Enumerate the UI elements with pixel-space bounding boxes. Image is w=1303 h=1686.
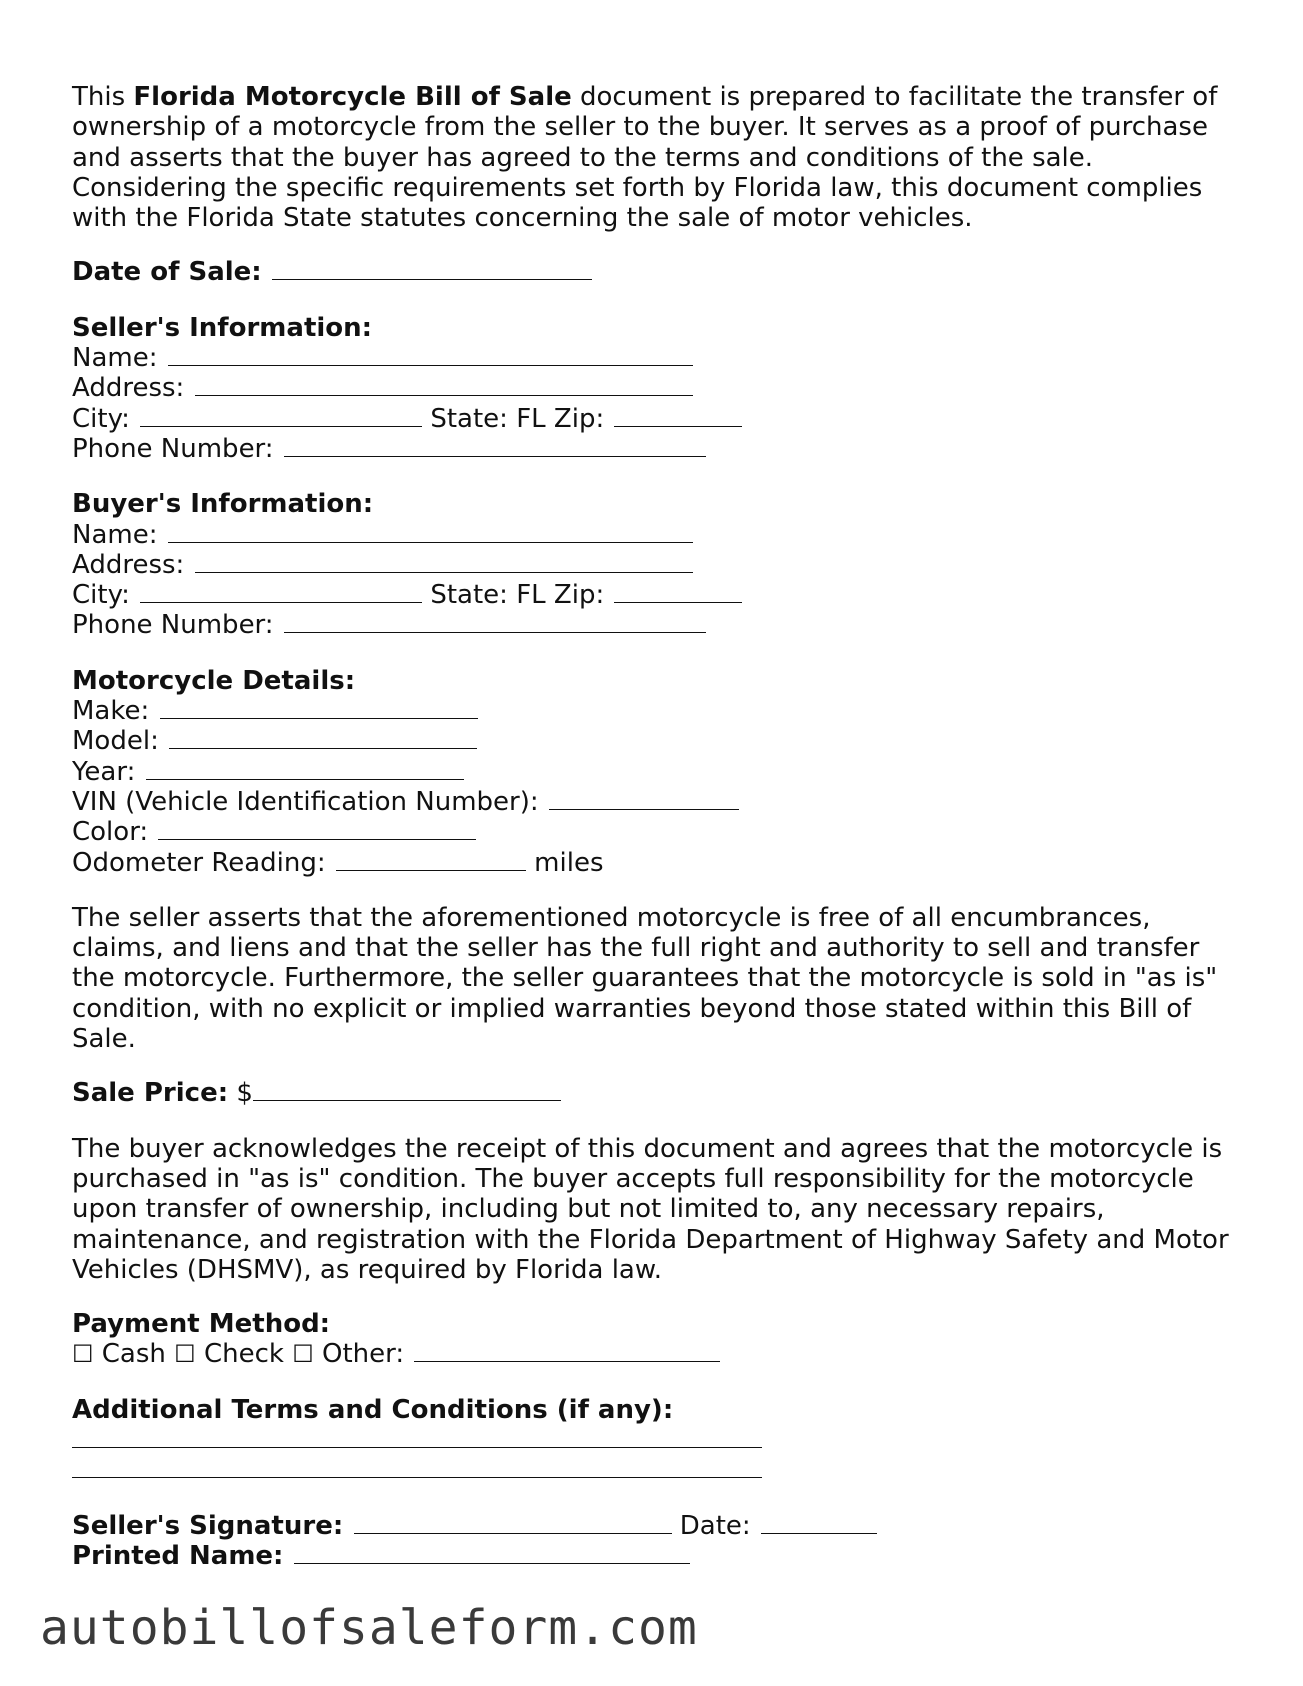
buyer-city-label: City:: [72, 580, 130, 611]
buyer-zip-field[interactable]: [614, 580, 742, 603]
color-label: Color:: [72, 817, 149, 848]
buyer-address-field[interactable]: [195, 550, 693, 573]
seller-heading: Seller's Information:: [72, 312, 373, 343]
buyer-city-field[interactable]: [140, 580, 422, 603]
signature-section: [72, 1511, 1242, 1572]
additional-terms-line-1[interactable]: [72, 1425, 762, 1448]
seller-assertion-paragraph: [72, 903, 1242, 1054]
make-field[interactable]: [160, 696, 478, 719]
payment-section: [72, 1309, 1242, 1370]
additional-terms-section: [72, 1395, 1242, 1486]
bill-of-sale-form: [72, 82, 1242, 1571]
buyer-acknowledgement-text: The buyer acknowledges the receipt of this document and agrees that the motorcycle is purchased in "as is" condition. The buyer accepts full responsibility for the motorcycle upon transfer of ownership, including but not limited to, any necessary repairs, maintenance, and registration with the Florida Department of Highway Safety and Motor Vehicles (DHSMV), as required by Florida law.: [72, 1133, 1229, 1285]
buyer-phone-label: Phone Number:: [72, 610, 274, 641]
buyer-acknowledgement-paragraph: [72, 1134, 1242, 1285]
document-title: Florida Motorcycle Bill of Sale: [133, 82, 572, 112]
seller-assertion-text: The seller asserts that the aforementioned motorcycle is free of all encumbrances, claims, and liens and that the seller has the full right and authority to sell and transfer the motorcycle. Furthermore, the seller guarantees that the motorcycle is sold in "as is" condition, with no explicit or implied warranties beyond those stated within this Bill of Sale.: [72, 902, 1218, 1055]
sale-price-field[interactable]: [253, 1078, 561, 1101]
signature-date-label: Date:: [679, 1510, 751, 1541]
vin-label: VIN (Vehicle Identification Number):: [72, 786, 539, 817]
model-field[interactable]: [169, 726, 477, 749]
seller-name-field[interactable]: [168, 343, 693, 366]
signature-date-field[interactable]: [761, 1511, 877, 1534]
date-of-sale-label: Date of Sale:: [72, 257, 262, 288]
printed-name-field[interactable]: [294, 1541, 690, 1564]
intro-paragraph: [72, 82, 1242, 233]
buyer-name-label: Name:: [72, 519, 158, 550]
motorcycle-heading: Motorcycle Details:: [72, 665, 356, 696]
buyer-state-zip-label: State: FL Zip:: [430, 580, 605, 611]
cash-checkbox[interactable]: ☐: [72, 1340, 94, 1369]
seller-signature-field[interactable]: [354, 1511, 672, 1534]
date-of-sale-field[interactable]: [272, 257, 592, 280]
motorcycle-section: [72, 666, 1242, 878]
sale-price-row: [72, 1078, 1242, 1108]
check-checkbox[interactable]: ☐: [174, 1340, 196, 1369]
other-checkbox[interactable]: ☐: [292, 1340, 314, 1369]
year-label: Year:: [72, 756, 136, 787]
buyer-name-field[interactable]: [168, 520, 693, 543]
odometer-unit: miles: [534, 847, 604, 878]
intro-body: document is prepared to facilitate the transfer of ownership of a motorcycle from the seller to the buyer. It serves as a proof of purchase and asserts that the buyer has agreed to the terms and conditions of the sale. Considering the specific requirements set forth by Florida law, this document complies with the Florida State statutes concerning the sale of motor vehicles.: [72, 82, 1218, 234]
buyer-heading: Buyer's Information:: [72, 489, 374, 520]
date-of-sale-row: [72, 257, 1242, 287]
seller-phone-field[interactable]: [284, 434, 706, 457]
buyer-section: [72, 489, 1242, 640]
other-payment-field[interactable]: [414, 1339, 720, 1362]
color-field[interactable]: [158, 817, 476, 840]
additional-terms-line-2[interactable]: [72, 1455, 762, 1478]
seller-signature-label: Seller's Signature:: [72, 1510, 344, 1541]
printed-name-label: Printed Name:: [72, 1540, 284, 1571]
currency-symbol: $: [236, 1078, 253, 1109]
odometer-label: Odometer Reading:: [72, 847, 326, 878]
model-label: Model:: [72, 726, 159, 757]
buyer-phone-field[interactable]: [284, 610, 706, 633]
odometer-field[interactable]: [336, 848, 526, 871]
intro-prefix: This: [72, 82, 134, 112]
footer-watermark: autobillofsaleform.com: [40, 1600, 698, 1656]
year-field[interactable]: [146, 757, 464, 780]
sale-price-label: Sale Price:: [72, 1078, 229, 1109]
check-option-label: Check: [203, 1339, 284, 1370]
seller-address-field[interactable]: [195, 373, 693, 396]
cash-option-label: Cash: [101, 1339, 166, 1370]
seller-name-label: Name:: [72, 343, 158, 374]
make-label: Make:: [72, 696, 150, 727]
buyer-address-label: Address:: [72, 549, 185, 580]
seller-zip-field[interactable]: [614, 404, 742, 427]
seller-phone-label: Phone Number:: [72, 433, 274, 464]
additional-terms-heading: Additional Terms and Conditions (if any):: [72, 1394, 674, 1425]
seller-city-label: City:: [72, 403, 130, 434]
seller-state-zip-label: State: FL Zip:: [430, 403, 605, 434]
vin-field[interactable]: [549, 787, 739, 810]
payment-heading: Payment Method:: [72, 1309, 331, 1340]
other-option-label: Other:: [321, 1339, 405, 1370]
seller-address-label: Address:: [72, 373, 185, 404]
seller-city-field[interactable]: [140, 404, 422, 427]
seller-section: [72, 313, 1242, 464]
